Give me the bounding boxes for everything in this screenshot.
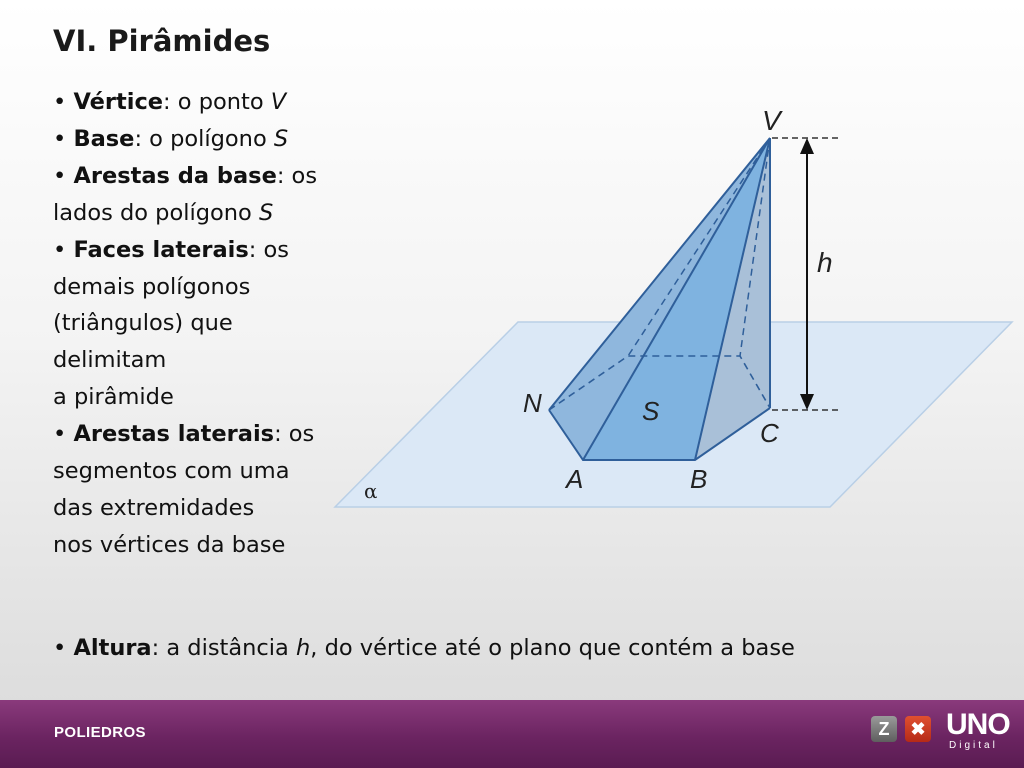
height-arrow-head-top (800, 138, 814, 154)
def-altura-part1: : a distância (151, 635, 296, 661)
uno-logo: UNO (946, 708, 1010, 741)
bullet-altura (53, 630, 795, 666)
label-b: B (690, 464, 708, 494)
def-base: : o polígono (134, 125, 274, 152)
term-arestas-base: Arestas da base (73, 162, 277, 189)
x-logo-icon: ✖ (905, 716, 931, 742)
z-logo-icon: Z (871, 716, 897, 742)
term-vertice: Vértice (73, 89, 164, 115)
label-h: h (817, 247, 833, 278)
text-line: delimitam (53, 347, 167, 374)
def-vertice: : o ponto (163, 89, 271, 115)
text-line: a pirâmide (53, 384, 174, 411)
label-a: A (566, 464, 584, 494)
pyramid-diagram (320, 100, 1020, 520)
def-arestas-base: : os lados do polígono (53, 162, 318, 226)
text-line: segmentos com uma (53, 458, 290, 485)
footer-title: POLIEDROS (54, 724, 146, 741)
term-faces-laterais: Faces laterais (73, 236, 249, 263)
bullet-dot: • (53, 236, 67, 263)
text-line: (triângulos) que (53, 310, 233, 337)
var-v: V (270, 89, 287, 115)
bullet-dot: • (53, 635, 67, 661)
bullet-dot: • (53, 125, 67, 152)
label-c: C (760, 418, 779, 448)
var-s: S (258, 199, 274, 226)
term-altura: Altura (73, 635, 152, 661)
label-s: S (642, 396, 660, 426)
bullet-dot: • (53, 421, 67, 448)
bullet-dot: • (53, 162, 67, 189)
bullet-dot: • (53, 89, 67, 115)
term-arestas-laterais: Arestas laterais (73, 421, 275, 448)
term-base: Base (73, 125, 135, 152)
label-alpha: α (364, 479, 378, 503)
footer-bar (0, 700, 1024, 768)
def-altura-part2: , do vértice até o plano que contém a base (310, 635, 795, 661)
uno-digital-label: Digital (949, 740, 998, 751)
text-line: demais polígonos (53, 273, 251, 300)
def-faces-laterais: : os (248, 236, 290, 263)
def-arestas-laterais: : os (274, 421, 315, 448)
slide-title: VI. Pirâmides (53, 24, 271, 58)
var-h: h (296, 635, 311, 661)
label-v: V (762, 105, 781, 136)
var-s: S (273, 125, 289, 152)
text-line: das extremidades (53, 494, 255, 521)
label-n: N (523, 388, 542, 418)
text-line: nos vértices da base (53, 531, 286, 558)
